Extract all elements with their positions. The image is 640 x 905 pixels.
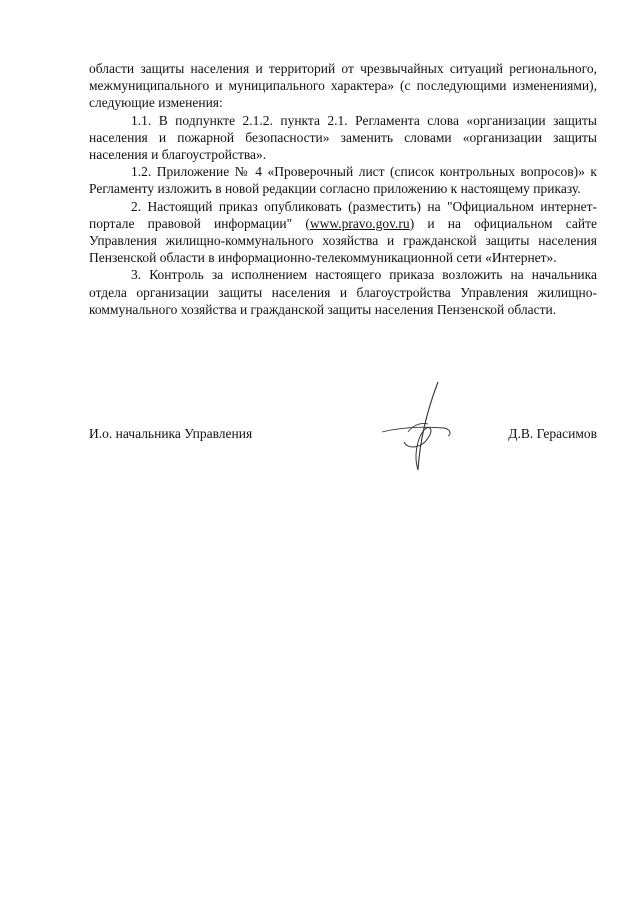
signer-position: И.о. начальника Управления — [89, 426, 253, 441]
paragraph-2-text-start: 2. Настоящий приказ опубликовать (разместить) на "Официальном интернет-портале правовой информации" ( — [89, 198, 597, 231]
paragraph-1-2: 1.2. Приложение № 4 «Проверочный лист (список контрольных вопросов)» к Регламенту изложить в новой редакции согласно приложению к настоящему приказу. — [89, 164, 597, 197]
paragraph-2-text-end: ) и на официальном сайте Управления жилищно-коммунального хозяйства и гражданской защиты населения Пензенской области в информационно-телекоммуникационной сети «Интернет». — [89, 215, 597, 266]
handwritten-signature-icon — [378, 378, 458, 478]
pravo-gov-link[interactable]: www.pravo.gov.ru — [309, 215, 410, 231]
paragraph-intro: области защиты населения и территорий от чрезвычайных ситуаций регионального, межмуниципального и муниципального характера» (с последующими изменениями), следующие изменения: — [89, 61, 597, 111]
paragraph-3: 3. Контроль за исполнением настоящего приказа возложить на начальника отдела организации защиты населения и благоустройства Управления жилищно-коммунального хозяйства и гражданской защиты населения Пензенской области. — [89, 267, 597, 317]
signer-name: Д.В. Герасимов — [508, 426, 597, 441]
paragraph-2 — [89, 198, 597, 267]
document-body — [89, 60, 597, 318]
paragraph-1-1: 1.1. В подпункте 2.1.2. пункта 2.1. Регламента слова «организации защиты населения и пожарной безопасности» заменить словами «организации защиты населения и благоустройства». — [89, 112, 597, 163]
